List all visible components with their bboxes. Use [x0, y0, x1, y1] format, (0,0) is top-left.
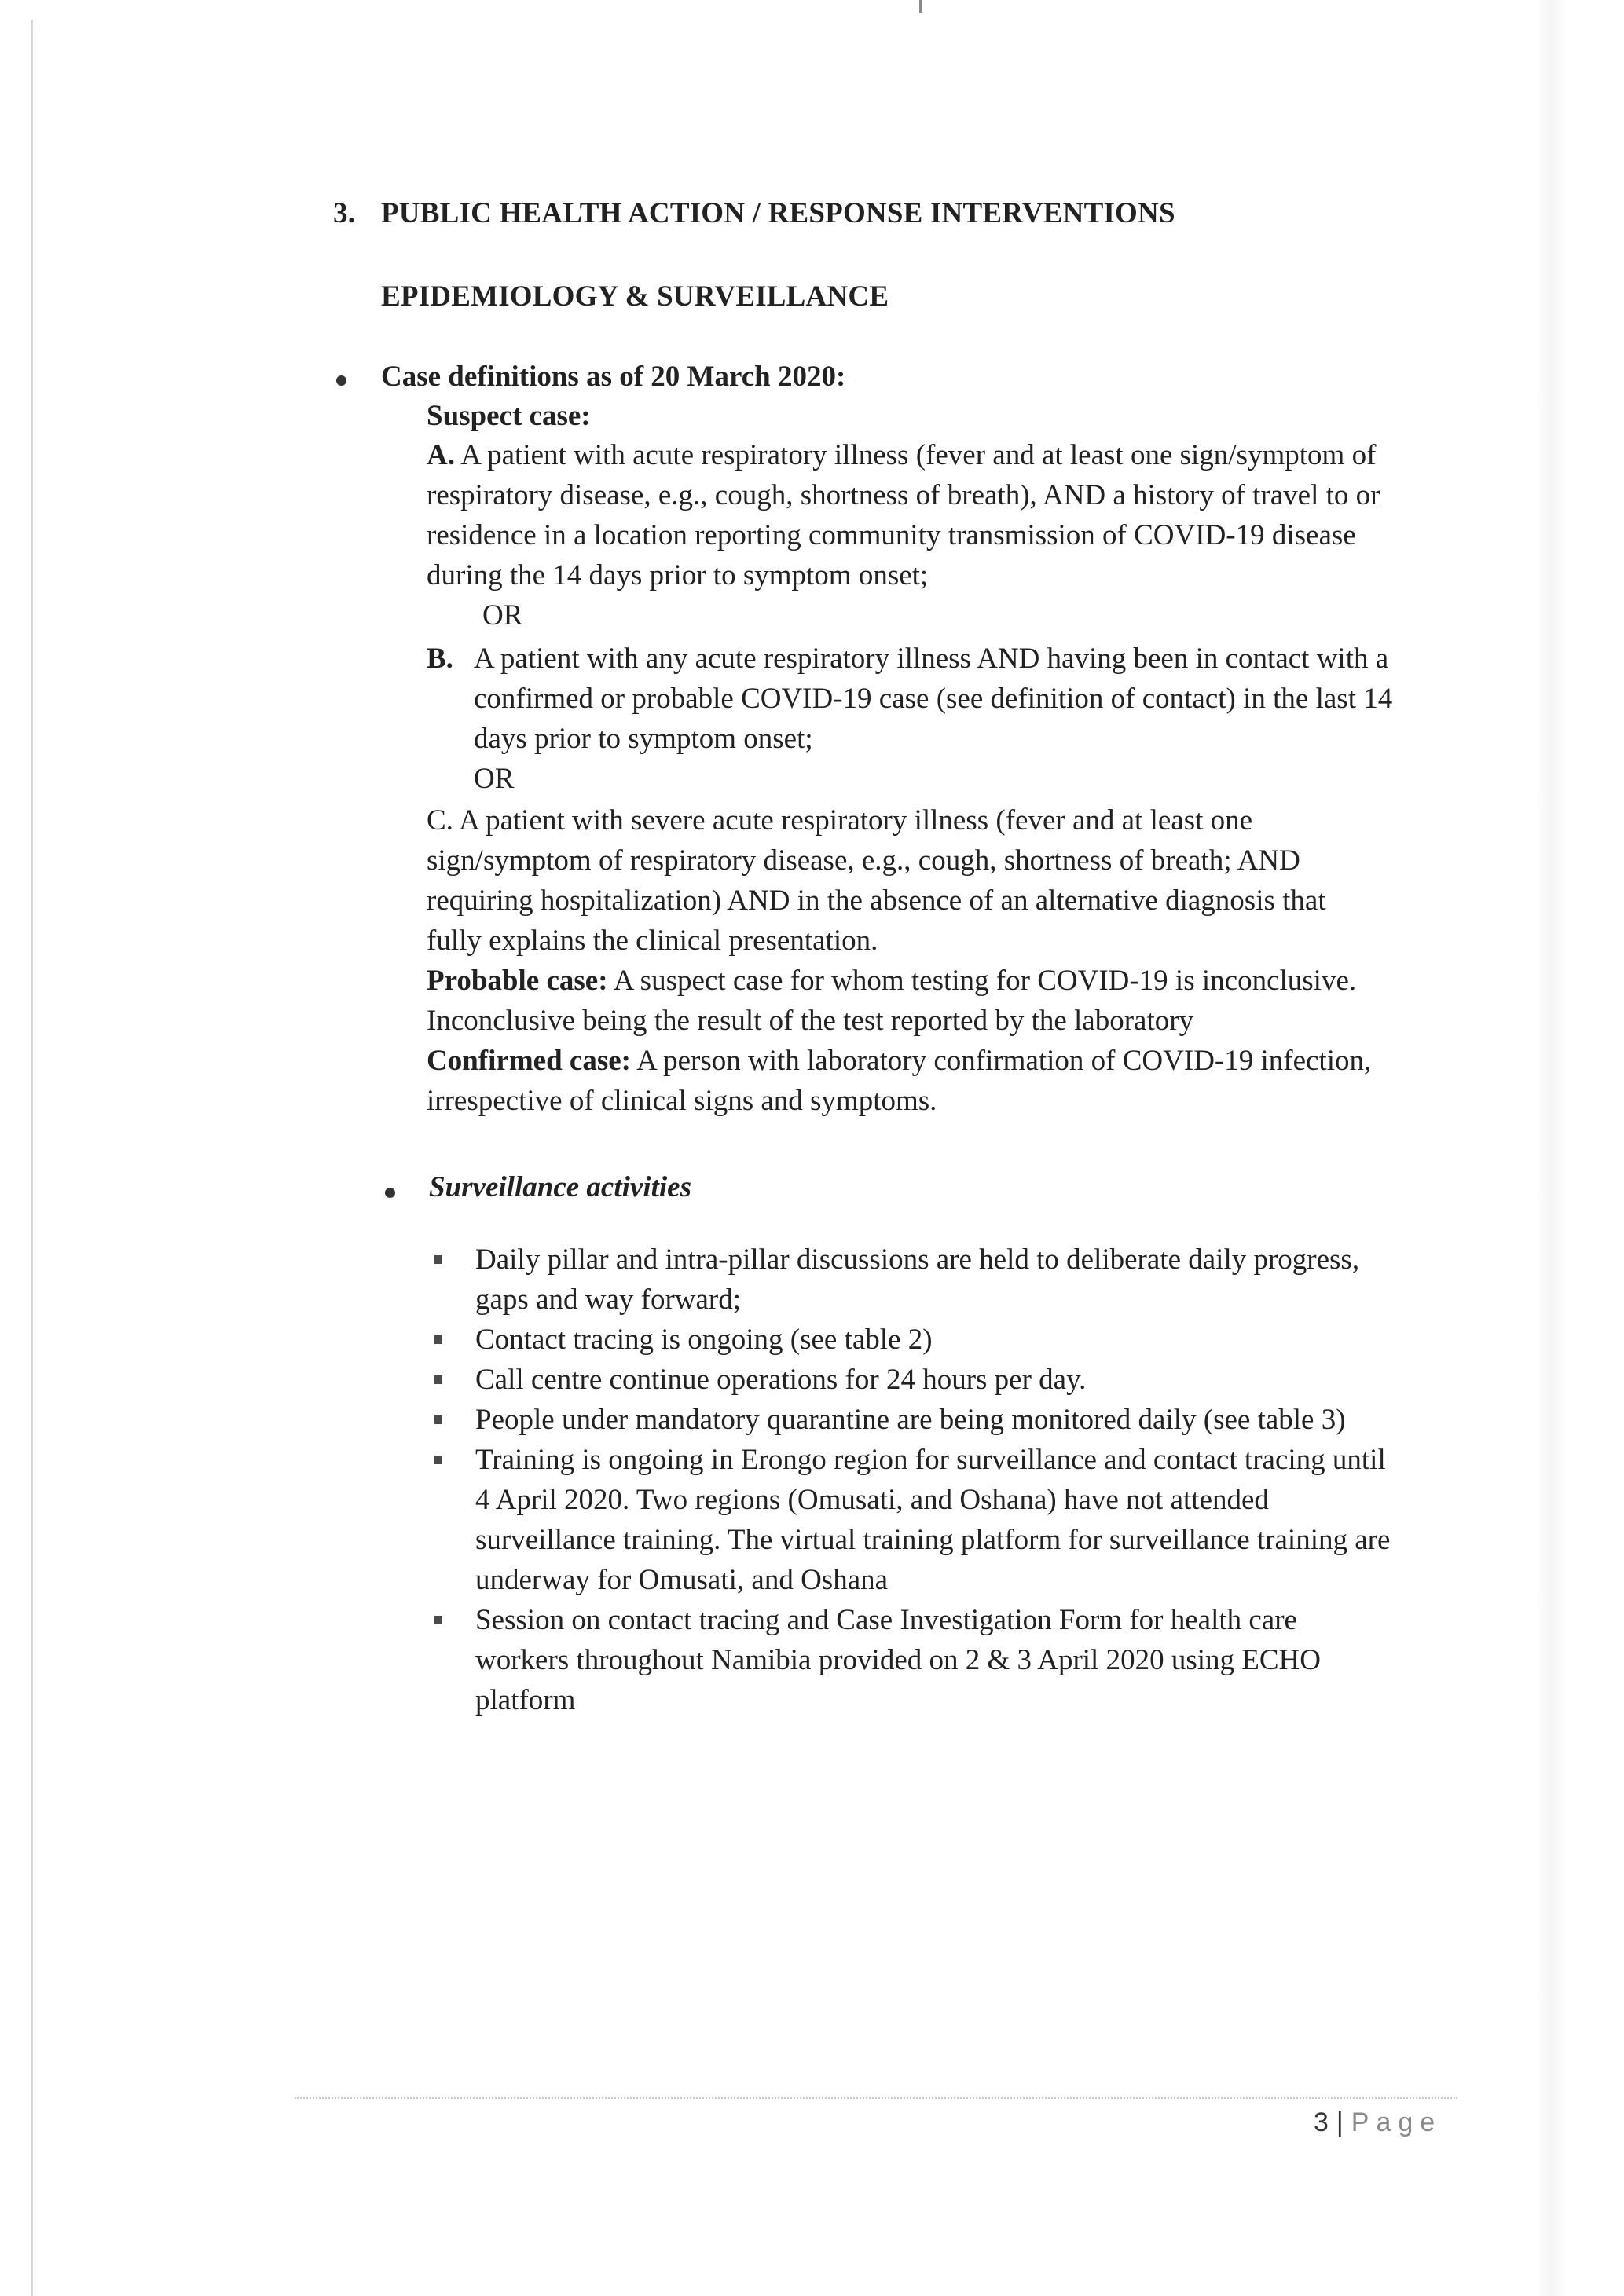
scan-shadow-artifact — [1536, 0, 1567, 2296]
bullet-dot-icon — [336, 375, 346, 386]
surveillance-item-line: Daily pillar and intra-pillar discussions are held to deliberate daily progress, — [475, 1243, 1360, 1276]
definition-c-line: sign/symptom of respiratory disease, e.g., cough, shortness of breath; AND — [427, 844, 1300, 877]
suspect-case-label: Suspect case: — [427, 400, 591, 432]
confirmed-case-line: irrespective of clinical signs and symptoms. — [427, 1085, 937, 1117]
definition-c-line: fully explains the clinical presentation. — [427, 925, 878, 957]
square-bullet-icon — [434, 1255, 442, 1264]
definition-c-line: requiring hospitalization) AND in the absence of an alternative diagnosis that — [427, 884, 1326, 917]
probable-case-line: Inconclusive being the result of the test reported by the laboratory — [427, 1005, 1194, 1037]
case-definitions-heading: Case definitions as of 20 March 2020: — [381, 361, 846, 393]
or-separator: OR — [482, 599, 523, 632]
page-footer — [1314, 2107, 1442, 2138]
definition-b-line: days prior to symptom onset; — [474, 723, 813, 755]
surveillance-item-line: 4 April 2020. Two regions (Omusati, and Oshana) have not attended — [475, 1484, 1269, 1516]
surveillance-item-line: Contact tracing is ongoing (see table 2) — [475, 1324, 933, 1356]
definition-a-line: during the 14 days prior to symptom onset; — [427, 559, 929, 591]
definition-a-marker: A. — [427, 439, 455, 471]
section-title: PUBLIC HEALTH ACTION / RESPONSE INTERVENTIONS — [381, 197, 1175, 229]
square-bullet-icon — [434, 1335, 442, 1344]
section-number: 3. — [333, 197, 356, 229]
surveillance-item-line: workers throughout Namibia provided on 2 & 3 April 2020 using ECHO — [475, 1644, 1321, 1676]
surveillance-item-line: gaps and way forward; — [475, 1283, 742, 1316]
page-separator: | — [1336, 2107, 1344, 2137]
confirmed-case-label: Confirmed case: — [427, 1045, 631, 1077]
surveillance-item-line: Call centre continue operations for 24 hours per day. — [475, 1364, 1087, 1396]
surveillance-item-line: Training is ongoing in Erongo region for surveillance and contact tracing until — [475, 1444, 1386, 1476]
square-bullet-icon — [434, 1456, 442, 1464]
definition-b-line: confirmed or probable COVID-19 case (see definition of contact) in the last 14 — [474, 683, 1393, 715]
definition-a-line: A. A patient with acute respiratory illness (fever and at least one sign/symptom of — [427, 439, 1377, 471]
surveillance-item-line: Session on contact tracing and Case Investigation Form for health care — [475, 1604, 1297, 1636]
or-separator: OR — [474, 763, 515, 795]
definition-c-line: C. A patient with severe acute respiratory illness (fever and at least one — [427, 804, 1253, 837]
bullet-dot-icon — [385, 1188, 395, 1198]
scan-edge-artifact — [31, 20, 33, 2296]
footer-divider — [295, 2097, 1457, 2099]
page-label: Page — [1351, 2107, 1443, 2137]
definition-a-line: residence in a location reporting community transmission of COVID-19 disease — [427, 519, 1356, 551]
definition-b-line: A patient with any acute respiratory illness AND having been in contact with a — [474, 643, 1389, 675]
surveillance-item-line: platform — [475, 1684, 576, 1716]
definition-c-marker: C. — [427, 804, 453, 837]
surveillance-heading: Surveillance activities — [429, 1171, 691, 1203]
probable-case-label: Probable case: — [427, 965, 608, 997]
page-number: 3 — [1314, 2107, 1329, 2137]
probable-case-line: Probable case: A suspect case for whom testing for COVID-19 is inconclusive. — [427, 965, 1357, 997]
definition-a-line: respiratory disease, e.g., cough, shortness of breath), AND a history of travel to or — [427, 479, 1380, 511]
square-bullet-icon — [434, 1375, 442, 1384]
definition-b-marker: B. — [427, 643, 453, 675]
scan-mark-artifact — [919, 0, 922, 13]
confirmed-case-line: Confirmed case: A person with laboratory confirmation of COVID-19 infection, — [427, 1045, 1372, 1077]
square-bullet-icon — [434, 1616, 442, 1624]
surveillance-item-line: surveillance training. The virtual training platform for surveillance training are — [475, 1524, 1391, 1556]
square-bullet-icon — [434, 1415, 442, 1424]
section-subtitle: EPIDEMIOLOGY & SURVEILLANCE — [381, 280, 889, 313]
surveillance-item-line: underway for Omusati, and Oshana — [475, 1564, 889, 1596]
surveillance-item-line: People under mandatory quarantine are being monitored daily (see table 3) — [475, 1404, 1346, 1436]
